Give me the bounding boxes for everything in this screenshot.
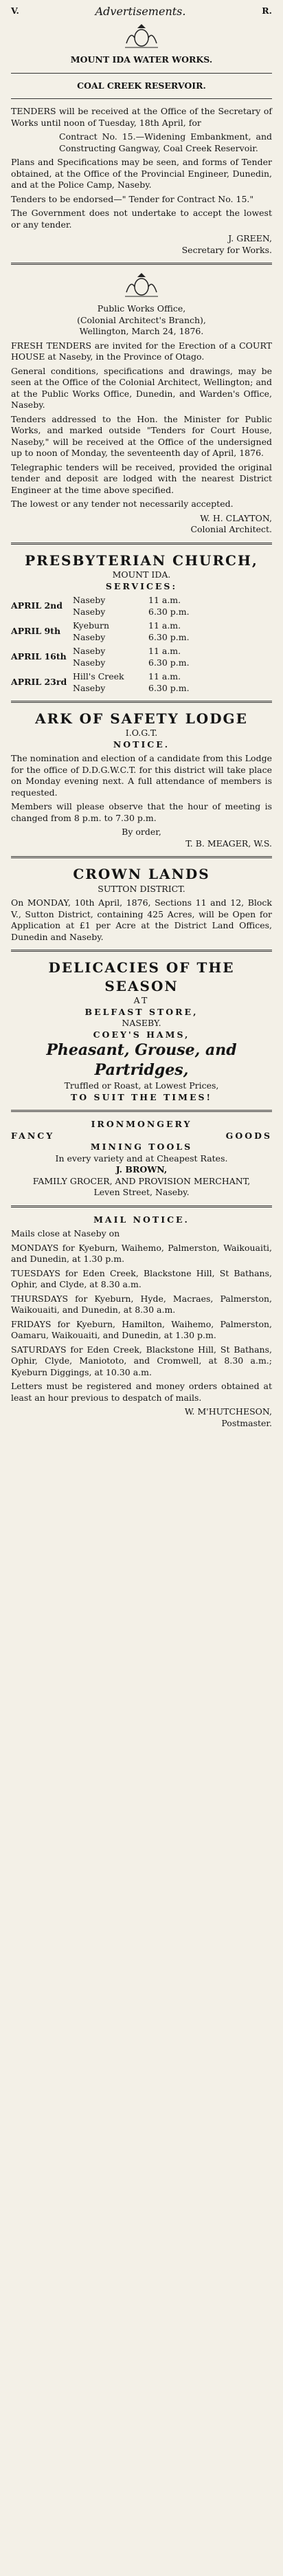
masthead-title: Advertisements. [95, 5, 186, 18]
masthead [11, 0, 272, 19]
brown-fancy-goods [11, 1131, 272, 1142]
brown-line1: IRONMONGERY [91, 1119, 192, 1130]
belfast-store-ad [11, 959, 272, 1103]
water-works-sig-name: J. GREEN, [228, 233, 272, 244]
court-house-body3: Tenders addressed to the Hon. the Minister for Public Works, and marked outside "Tenders for Court House, Naseby," will be received at the Office of the undersigned up to noon of Monday, the seventeenth day of April, 1876. [11, 413, 272, 459]
mail-p6: Letters must be registered and money orders obtained at least an hour previous to despatch of mails. [11, 1381, 272, 1403]
court-house-body2: General conditions, specifications and drawings, may be seen at the Office of the Colonial Architect, Wellington; and at the Public Works Office, Dunedin, and Warden's Office, Naseby. [11, 365, 272, 411]
service-date: APRIL 2nd [11, 600, 63, 611]
masthead-left: V. [11, 6, 19, 17]
belfast-game: Pheasant, Grouse, and Partridges, [46, 1041, 237, 1080]
service-date: APRIL 9th [11, 626, 61, 637]
service-place: Naseby [73, 631, 106, 642]
water-works-body1: TENDERS will be received at the Office of the Secretary of Works until noon of Tuesday, 18th April, for [11, 106, 272, 128]
brown-address: Leven Street, Naseby. [93, 1187, 190, 1198]
lodge-sig: T. B. MEAGER, W.S. [185, 838, 272, 849]
service-row [11, 620, 272, 643]
service-place: Naseby [73, 682, 106, 693]
church-ad [11, 552, 272, 694]
service-time: 6.30 p.m. [148, 631, 190, 642]
belfast-town: NASEBY. [122, 1018, 161, 1029]
brown-mining: MINING TOOLS [90, 1142, 193, 1153]
lodge-ad [11, 710, 272, 849]
mail-sig-title: Postmaster. [221, 1417, 272, 1428]
lodge-body1: The nomination and election of a candidate from this Lodge for the office of D.D.G.W.C.T. for this district will take place on Monday evening next. A full attendance of members is requested. [11, 753, 272, 798]
water-works-body2: Plans and Specifications may be seen, and forms of Tender obtained, at the Office of the Provincial Engineer, Dunedin, and at the Police Camp, Naseby. [11, 157, 272, 190]
court-house-body1: FRESH TENDERS are invited for the Erection of a COURT HOUSE at Naseby, in the Province of Otago. [11, 340, 272, 362]
water-works-contract: Contract No. 15.—Widening Embankment, and Constructing Gangway, Coal Creek Reservoir. [59, 131, 272, 153]
service-row [11, 646, 272, 668]
court-house-sig-title: Colonial Architect. [190, 524, 272, 535]
church-heading: PRESBYTERIAN CHURCH, [25, 552, 258, 569]
service-time: 11 a.m. [148, 646, 181, 656]
brown-variety: In every variety and at Cheapest Rates. [55, 1153, 228, 1164]
service-time: 6.30 p.m. [148, 606, 190, 617]
service-row [11, 671, 272, 694]
mail-p3: THURSDAYS for Kyeburn, Hyde, Macraes, Palmerston, Waikouaiti, and Dunedin, at 8.30 a.m. [11, 1293, 272, 1316]
water-works-body4: The Government does not undertake to accept the lowest or any tender. [11, 208, 272, 230]
belfast-hams: COEY'S HAMS, [93, 1029, 190, 1040]
crown-lands-ad [11, 865, 272, 943]
water-works-heading: MOUNT IDA WATER WORKS. [70, 54, 213, 65]
water-works-sig-title: Secretary for Works. [181, 244, 272, 255]
service-place: Naseby [73, 595, 106, 605]
service-place: Kyeburn [73, 620, 110, 631]
service-time: 11 a.m. [148, 620, 181, 631]
court-house-ad [11, 303, 272, 536]
water-works-subheading: COAL CREEK RESERVOIR. [77, 80, 206, 91]
service-place: Hill's Creek [73, 671, 124, 681]
service-place: Naseby [73, 606, 106, 617]
court-house-body4: Telegraphic tenders will be received, provided the original tender and deposit are lodged with the nearest District Engineer at the time above specified. [11, 461, 272, 495]
brown-ad [11, 1119, 272, 1199]
belfast-times: TO SUIT THE TIMES! [71, 1091, 212, 1102]
belfast-store: BELFAST STORE, [84, 1006, 199, 1017]
court-house-body5: The lowest or any tender not necessarily accepted. [11, 499, 234, 510]
service-place: Naseby [73, 646, 106, 656]
belfast-truffled: Truffled or Roast, at Lowest Prices, [64, 1080, 219, 1091]
belfast-heading: DELICACIES OF THE SEASON [48, 959, 235, 994]
mail-p2: TUESDAYS for Eden Creek, Blackstone Hill, St Bathans, Ophir, and Clyde, at 8.30 a.m. [11, 1267, 272, 1290]
service-date: APRIL 23rd [11, 677, 67, 688]
lodge-body2: Members will please observe that the hour of meeting is changed from 8 p.m. to 7.30 p.m. [11, 801, 272, 823]
service-row [11, 595, 272, 618]
royal-crest-icon [11, 272, 272, 299]
brown-name: J. BROWN, [115, 1164, 168, 1175]
court-house-office3: Wellington, March 24, 1876. [79, 326, 204, 337]
crown-lands-sub: SUTTON DISTRICT. [98, 883, 185, 894]
lodge-heading: ARK OF SAFETY LODGE [35, 710, 248, 727]
lodge-sub: I.O.G.T. [125, 728, 158, 739]
church-location: MOUNT IDA. [112, 569, 171, 580]
brown-goods: GOODS [225, 1130, 272, 1141]
service-place: Naseby [73, 657, 106, 668]
service-time: 11 a.m. [148, 671, 181, 681]
crown-lands-heading: CROWN LANDS [73, 866, 210, 883]
masthead-right: R. [262, 6, 272, 17]
lodge-by-order: By order, [122, 827, 161, 838]
mail-heading: MAIL NOTICE. [93, 1214, 190, 1225]
mail-notice-ad [11, 1214, 272, 1430]
mail-p4: FRIDAYS for Kyeburn, Hamilton, Waihemo, Palmerston, Oamaru, Waikouaiti, and Dunedin, at 1.30 p.m. [11, 1318, 272, 1341]
brown-fancy: FANCY [11, 1130, 55, 1141]
court-house-office1: Public Works Office, [97, 303, 186, 314]
mail-intro: Mails close at Naseby on [11, 1228, 120, 1239]
belfast-at: AT [133, 995, 150, 1006]
brown-trade: FAMILY GROCER, AND PROVISION MERCHANT, [32, 1175, 251, 1186]
water-works-ad [11, 54, 272, 256]
court-house-sig-name: W. H. CLAYTON, [200, 512, 272, 523]
crown-lands-body: On MONDAY, 10th April, 1876, Sections 11 and 12, Block V., Sutton District, containing 425 Acres, will be Open for Application at £1 per Acre at the District Land Offices, Dunedin and Naseby. [11, 897, 272, 942]
church-services-label: SERVICES: [105, 580, 178, 591]
service-time: 6.30 p.m. [148, 657, 190, 668]
mail-sig-name: W. M'HUTCHESON, [184, 1406, 272, 1417]
royal-crest-icon [11, 23, 272, 50]
service-time: 11 a.m. [148, 595, 181, 605]
service-date: APRIL 16th [11, 651, 67, 662]
water-works-body3: Tenders to be endorsed—" Tender for Contract No. 15." [11, 193, 254, 204]
lodge-notice: NOTICE. [113, 739, 170, 750]
service-time: 6.30 p.m. [148, 682, 190, 693]
mail-p5: SATURDAYS for Eden Creek, Blackstone Hill, St Bathans, Ophir, Clyde, Maniototo, and Cromwell, at 8.30 a.m.; Kyeburn Diggings, at 10.30 a.m. [11, 1344, 272, 1377]
court-house-office2: (Colonial Architect's Branch), [77, 314, 206, 325]
mail-p1: MONDAYS for Kyeburn, Waihemo, Palmerston, Waikouaiti, and Dunedin, at 1.30 p.m. [11, 1242, 272, 1265]
